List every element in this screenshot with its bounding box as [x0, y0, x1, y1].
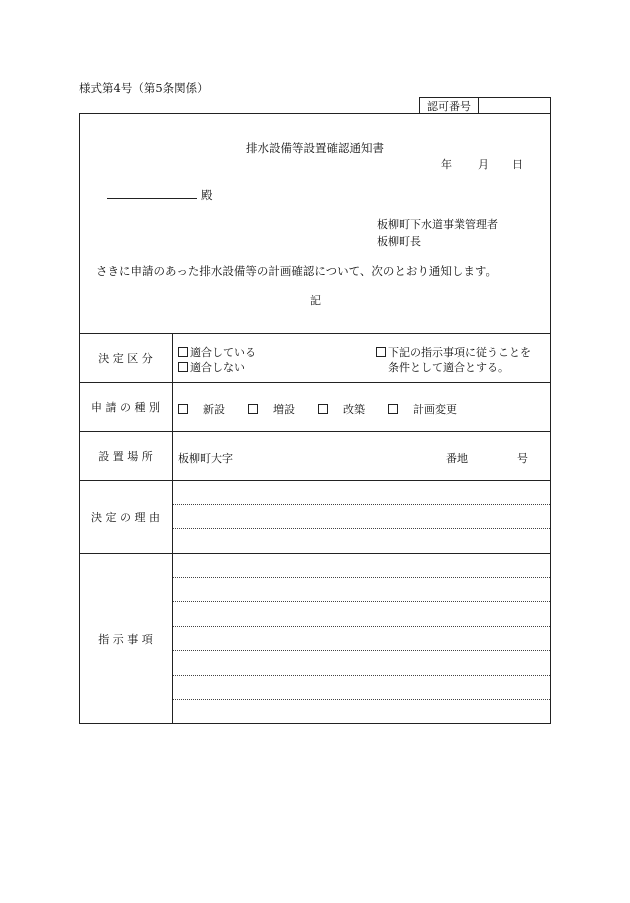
instructions-label: 指 示 事 項 — [98, 632, 153, 646]
body-text: さきに申請のあった排水設備等の計画確認について、次のとおり通知します。 — [96, 264, 498, 278]
location-prefix: 板柳町大字 — [178, 452, 233, 465]
checkbox-icon[interactable] — [178, 404, 188, 414]
permit-number-box — [419, 97, 551, 113]
type-option-new[interactable]: 新設 — [178, 401, 225, 417]
location-banchi: 番地 — [446, 452, 468, 465]
instructions-line[interactable] — [173, 601, 550, 602]
reason-line[interactable] — [173, 504, 550, 505]
date-month: 月 — [478, 158, 489, 171]
permit-number-label: 認可番号 — [420, 98, 479, 113]
reason-label: 決 定 の 理 由 — [91, 510, 160, 524]
ki-marker: 記 — [310, 294, 321, 307]
instructions-line[interactable] — [173, 650, 550, 651]
addressee-field[interactable] — [107, 198, 197, 199]
instructions-line[interactable] — [173, 675, 550, 676]
decision-label: 決 定 区 分 — [98, 351, 153, 365]
checkbox-icon[interactable] — [248, 404, 258, 414]
location-go: 号 — [517, 452, 528, 465]
checkbox-icon[interactable] — [178, 347, 188, 357]
instructions-line[interactable] — [173, 626, 550, 627]
checkbox-icon[interactable] — [376, 347, 386, 357]
decision-option-conditional[interactable]: 下記の指示事項に従うことを — [376, 344, 531, 360]
permit-number-field[interactable] — [479, 98, 550, 113]
checkbox-icon[interactable] — [388, 404, 398, 414]
date-year: 年 — [441, 158, 452, 171]
reason-line[interactable] — [173, 528, 550, 529]
type-option-renovation[interactable]: 改築 — [318, 401, 365, 417]
instructions-line[interactable] — [173, 577, 550, 578]
date-day: 日 — [512, 158, 523, 171]
type-option-expansion[interactable]: 増設 — [248, 401, 295, 417]
location-label: 設 置 場 所 — [98, 449, 153, 463]
issuer-line-1: 板柳町下水道事業管理者 — [377, 218, 498, 231]
addressee-suffix: 殿 — [201, 188, 213, 202]
type-option-plan-change[interactable]: 計画変更 — [388, 401, 457, 417]
issuer-line-2: 板柳町長 — [377, 235, 421, 248]
instructions-line[interactable] — [173, 699, 550, 700]
decision-option-nonconforming[interactable]: 適合しない — [178, 359, 245, 375]
form-number-label: 様式第4号（第5条関係） — [79, 81, 209, 95]
document-title: 排水設備等設置確認通知書 — [246, 141, 384, 155]
checkbox-icon[interactable] — [318, 404, 328, 414]
checkbox-icon[interactable] — [178, 362, 188, 372]
decision-option-conforms[interactable]: 適合している — [178, 344, 256, 360]
decision-option-conditional-line2: 条件として適合とする。 — [388, 361, 509, 374]
application-type-label: 申 請 の 種 別 — [91, 400, 160, 414]
